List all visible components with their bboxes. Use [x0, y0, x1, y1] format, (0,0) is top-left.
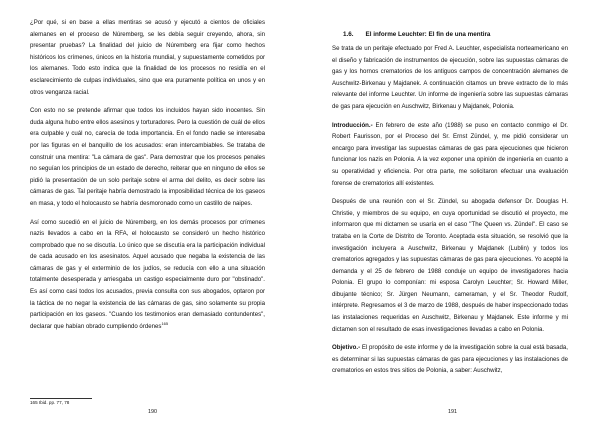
paragraph [332, 120, 568, 190]
footnote-divider [30, 398, 92, 399]
right-page-body [332, 43, 568, 384]
paragraph-label: Introducción.- [332, 121, 373, 129]
paragraph-text: El propósito de este informe y de la investigación sobre la cual está basada, es determinar si las supuestas cámaras de gas para ejecuciones y las instalaciones de crematorios en estos tres sitios de Polonia, a saber: Auschwitz, [332, 344, 568, 375]
paragraph [332, 342, 568, 377]
page-number: 191 [448, 409, 457, 415]
page-number: 190 [148, 409, 157, 415]
paragraph: Se trata de un peritaje efectuado por Fred A. Leuchter, especialista norteamericano en el diseño y fabricación de instrumentos de ejecución, sobre las supuestas cámaras de gas y los hornos crematorios de los antiguos campos de concentración alemanes de Auschwitz-Birkenau y Majdanek. A continuación citamos un breve extracto de lo más relevante del informe Leuchter. Un informe de ingeniería sobre las supuestas cámaras de gas para ejecución en Auschwitz, Birkenau y Majdanek, Polonia. [332, 45, 568, 110]
paragraph-label: Objetivo.- [332, 344, 361, 352]
paragraph: ¿Por qué, si en base a ellas mentiras se acusó y ejecutó a cientos de oficiales alemanes en el proceso de Núremberg, se les debía seguir creyendo, ahora, sin presentar pruebas? La finalidad del juicio de Núremberg era fijar como hechos históricos los crímenes, únicos en la historia mundial, y supuestamente cometidos por los alemanes. Todo esto indica que la finalidad de los procesos no residía en el esclarecimiento de culpas individuales, sino que era puramente política en unos y en otros venganza racial. [30, 19, 265, 96]
paragraph [30, 217, 265, 333]
paragraph-text: Así como sucedió en el juicio de Núremberg, en los demás procesos por crímenes nazis llevados a cabo en la RFA, el holocausto se consideró un hecho histórico comprobado que no se discutía. Lo único que se discutía era la participación individual de cada acusado en los asesinatos. Aquel acusado que negaba la existencia de las cámaras de gas y el exterminio de los judíos, se reducía con ello a una situación totalmente desesperada y arriesgaba un castigo especialmente duro por "obstinado". Es así como casi todos los acusados, previa consulta con sus abogados, optaron por la táctica de no negar la existencia de las cámaras de gas, sino solamente su propia participación en los gaseos. "Cuando los testimonios eran demasiado contundentes", declarar que habían obrado cumpliendo órdenes [30, 218, 265, 330]
section-title: El informe Leuchter: El fin de una mentira [365, 31, 491, 38]
paragraph: Con esto no se pretende afirmar que todos los incluidos hayan sido inocentes. Sin duda alguna hubo entre ellos asesinos y torturadores. Pero la cuestión de cuál de ellos era culpable y cuál no, carecía de toda importancia. En el fondo nadie se interesaba por las figuras en el banquillo de los acusados: eran intercambiables. Se trataba de construir una mentira: "La cámara de gas". Para demostrar que los procesos penales no seguían los principios de un estado de derecho, reiterar que en ninguno de ellos se pidió la presentación de un solo peritaje sobre el arma del delito, es decir sobre las cámaras de gas. Tal peritaje habría demostrado la imposibilidad técnica de los gaseos en masa, y todo el holocausto se habría desmoronado como un castillo de naipes. [30, 107, 265, 207]
right-page [300, 0, 600, 424]
footnote-reference: 165 [161, 320, 169, 326]
paragraph-text: En febrero de este año (1988) se puso en contacto conmigo el Dr. Robert Faurisson, por el Proceso del Sr. Ernst Zündel, y, me pidió considerar un encargo para investigar las supuestas cámaras de gas para ejecuciones que hicieron funcionar los nazis en Polonia. A la vez exponer una opinión de ingeniería en cuanto a su operatividad y eficiencia. Por otra parte, me solicitaron efectuar una evaluación forense de crematorios allí existentes. [332, 121, 568, 187]
paragraph: Después de una reunión con el Sr. Zündel, su abogada defensor Dr. Douglas H. Christie, y miembros de su equipo, en cuya oportunidad se discutió el proyecto, me informaron que mi dictamen se usaría en el caso "The Queen vs. Zündel". El caso se trataba en la Corte de Distrito de Toronto. Aceptada esta situación, se resolvió que la investigación incluyera a Auschwitz, Birkenau y Majdanek (Lublin) y todos los crematorios agregados y las supuestas cámaras de gas para ejecuciones. Yo acepté la demanda y el 25 de febrero de 1988 conduje un equipo de investigadores hacia Polonia. El grupo lo componían: mi esposa Carolyn Leuchter; Sr. Howard Miller, dibujante técnico; Sr. Jürgen Neumann, cameraman, y el Sr. Theodor Rudolf, intérprete. Regresamos el 3 de marzo de 1988, después de haber inspeccionado todas las instalaciones requeridas en Auschwitz, Birkenau y Majdanek. Este informe y mi dictamen son el resultado de esas investigaciones llevadas a cabo en Polonia. [332, 198, 568, 333]
left-page-body [30, 17, 265, 339]
section-number: 1.6. [343, 31, 354, 38]
footnote: 165 Ibid. pp. 77, 78 [30, 400, 70, 405]
